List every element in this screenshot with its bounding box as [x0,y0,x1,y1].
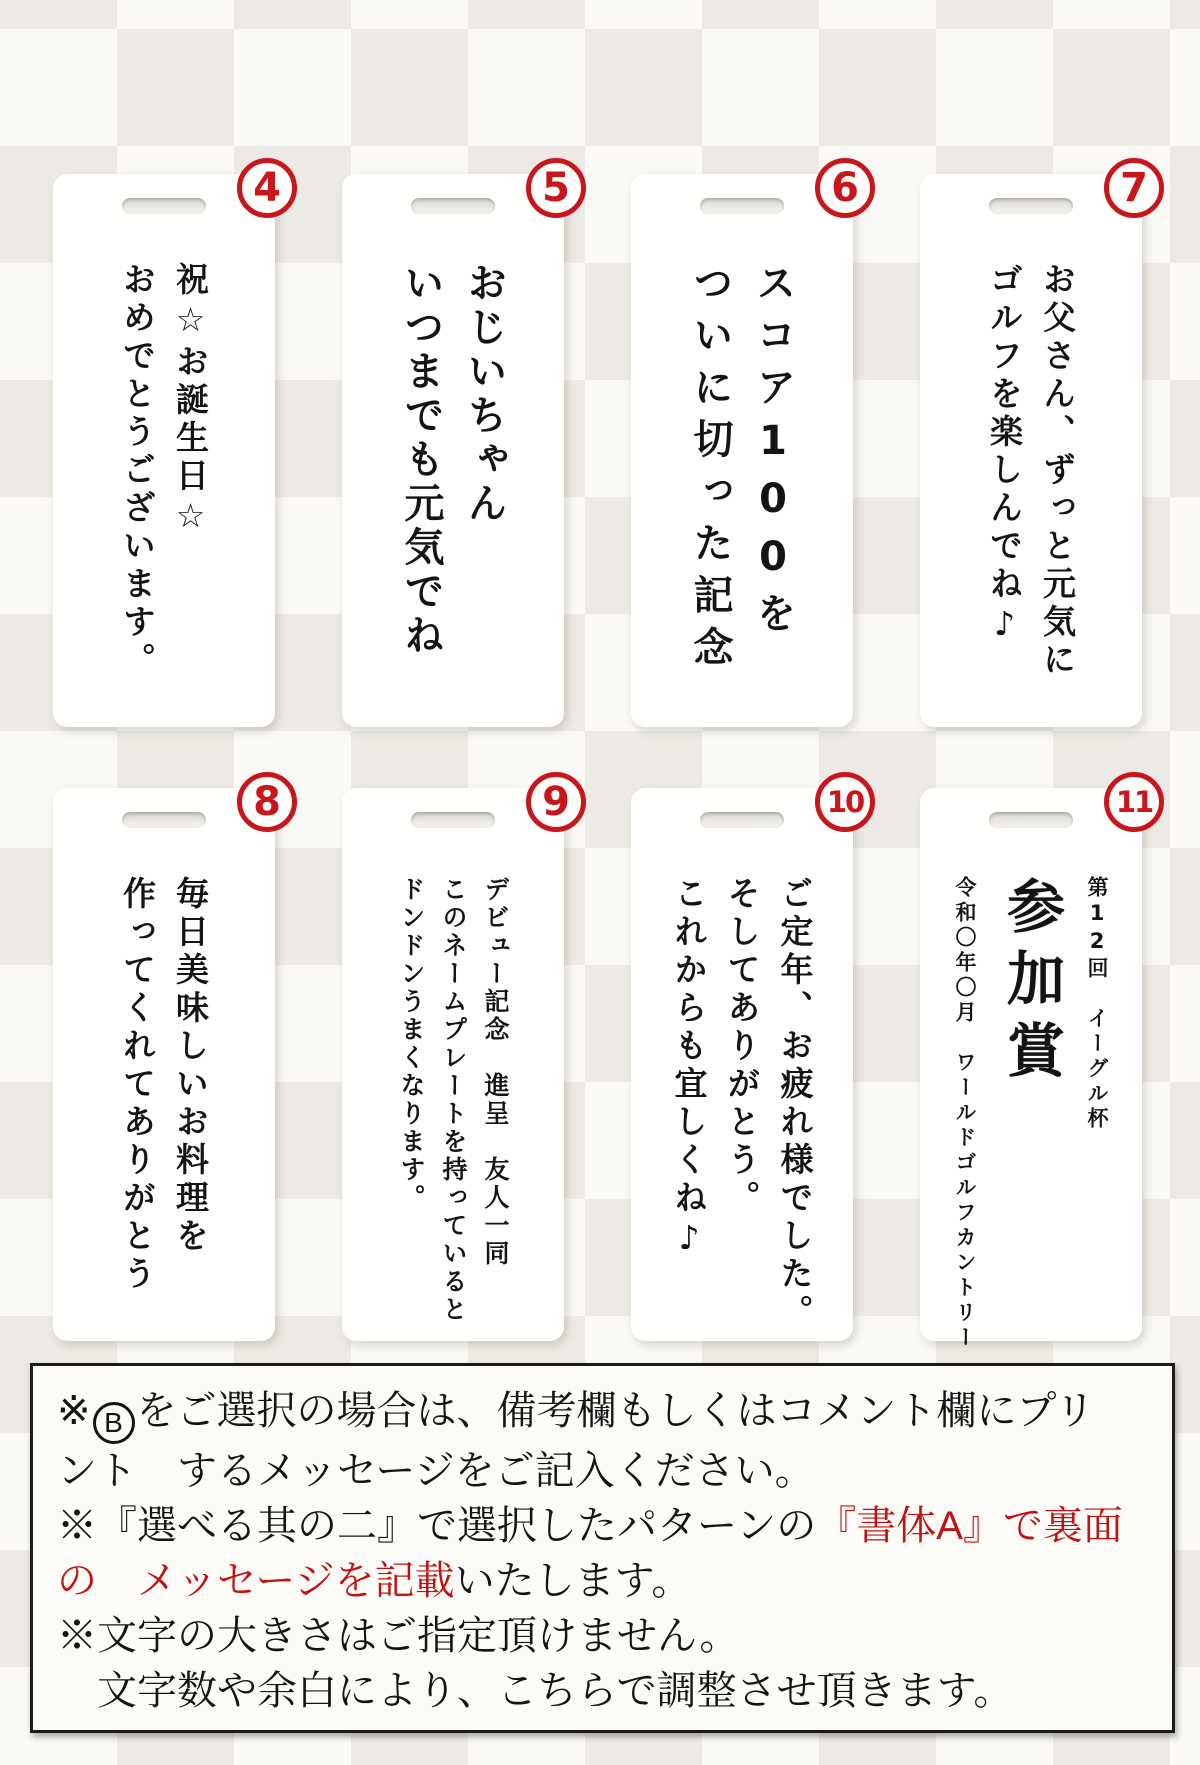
tag-vertical-text [108,262,220,680]
tag-text-column: ご定年、お疲れ様でした。 [775,876,815,1332]
tag-text-column: 第12回 イーグル杯 [1085,876,1109,1132]
note-text: をご選択の場合は、備考欄もしくはコメント欄にプリ [136,1389,1095,1433]
note-line-5: ※文字の大きさはご指定頂けません。 [57,1614,740,1658]
nameplate-sample-5 [342,165,570,727]
tag-text-column: これからも宜しくね♪ [669,876,709,1262]
note-line-1 [57,1384,1148,1444]
sample-number: 7 [1120,165,1148,211]
tag-text-column: 令和〇年〇月 ワールドゴルフカントリー [953,876,977,1351]
sample-number-badge-4 [237,158,297,218]
tag-text-column: いつまでも元気でね [398,262,444,658]
nameplate-sample-9 [342,779,570,1341]
strap-slot-hole [700,812,784,828]
tag-vertical-text [108,876,220,1294]
tag-text-column: デビュー記念 進呈 友人一同 [481,876,510,1268]
tag-text-column: 毎日美味しいお料理を [171,876,210,1256]
tag-text-column: 参加賞 [997,876,1065,1092]
tag-text-column: 作ってくれてありがとう [118,876,157,1294]
strap-slot-hole [122,198,206,214]
tag-text-column: ゴルフを楽しんでね♪ [985,262,1024,648]
strap-slot-hole [411,812,495,828]
note-text: ※ [57,1389,91,1433]
strap-slot-hole [700,198,784,214]
tag-vertical-text [387,262,519,658]
sample-number: 8 [253,779,281,825]
note-text-red: の メッセージを記載 [57,1559,455,1603]
sample-number-badge-8 [237,772,297,832]
nameplate-sample-7 [920,165,1148,727]
nameplate-sample-6 [631,165,859,727]
sample-number: 4 [253,165,281,211]
tag-text-column: お父さん、ずっと元気に [1038,262,1077,680]
strap-slot-hole [989,198,1073,214]
tag-vertical-text [975,262,1087,680]
note-text-red: 『書体A』で裏面 [816,1504,1123,1548]
sample-number-badge-10 [815,772,875,832]
tag-vertical-text [660,876,825,1332]
tag-vertical-text [676,262,808,678]
tag-text-column: おめでとうございます。 [118,262,157,680]
tag-text-column: スコア100を [750,262,796,644]
tag-vertical-text [387,876,519,1324]
sample-number: 10 [826,784,864,819]
sample-number-badge-9 [526,772,586,832]
tag-text-column: ドンドンうまくなります。 [397,876,426,1212]
nameplate-sample-10 [631,784,864,1341]
sample-number-badge-7 [1104,158,1164,218]
note-line-3 [57,1499,1148,1554]
notes-box [30,1363,1175,1733]
nameplate-sample-8 [53,779,281,1341]
tag-text-column: このネームプレートを持っていると [439,876,468,1324]
sample-number: 11 [1115,784,1153,819]
note-line-6: 文字数や余白により、こちらで調整させ頂きます。 [57,1669,1014,1713]
strap-slot-hole [989,812,1073,828]
sample-number: 5 [542,165,570,211]
circled-b-icon: B [93,1402,135,1444]
sample-number: 6 [831,165,859,211]
tag-text-column: 祝☆お誕生日☆ [171,262,210,540]
tag-text-column: おじいちゃん [461,262,507,526]
sample-number: 9 [542,779,570,825]
tag-text-column: ついに切った記念 [687,262,733,678]
nameplate-sample-4 [53,165,281,727]
tag-vertical-text [941,876,1121,1351]
sample-number-badge-11 [1104,772,1164,832]
tag-text-column: そしてありがとう。 [722,876,762,1218]
note-line-2: ント するメッセージをご記入ください。 [57,1449,815,1493]
sample-number-badge-5 [526,158,586,218]
strap-slot-hole [411,198,495,214]
note-text: ※『選べる其の二』で選択したパターンの [57,1504,817,1548]
nameplate-sample-11 [920,784,1153,1351]
sample-number-badge-6 [815,158,875,218]
note-line-4 [57,1554,1148,1609]
strap-slot-hole [122,812,206,828]
note-text: いたします。 [454,1559,692,1603]
